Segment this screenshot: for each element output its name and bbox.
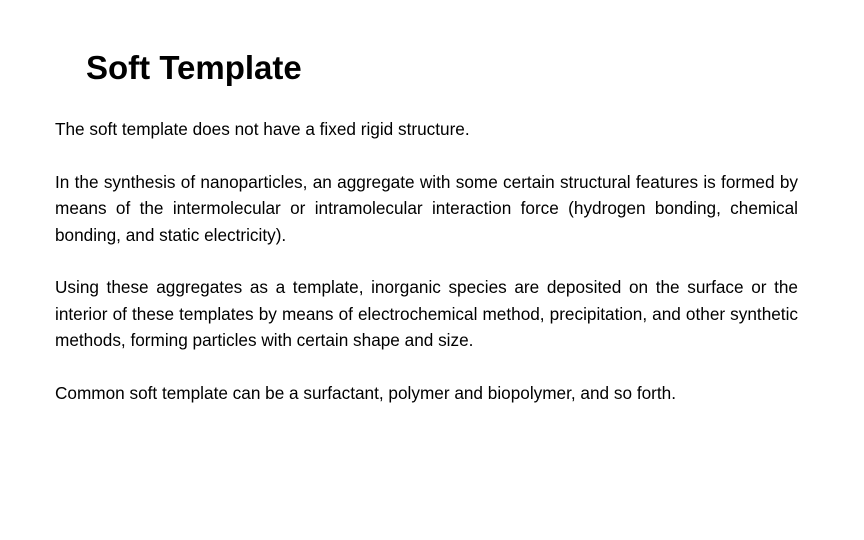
paragraph-examples: Common soft template can be a surfactant, polymer and biopolymer, and so forth. [55, 382, 676, 403]
paragraph-deposition: Using these aggregates as a template, inorganic species are deposited on the surface or the interior of these templates by means of electrochemical method, precipitation, and other synthetic methods, forming particles with certain shape and size. [55, 277, 798, 350]
slide-title: Soft Template [86, 49, 302, 86]
paragraph-synthesis: In the synthesis of nanoparticles, an aggregate with some certain structural features is formed by means of the intermolecular or intramolecular interaction force (hydrogen bonding, chemical bonding, and static electricity). [55, 171, 798, 245]
slide-body [55, 116, 798, 406]
paragraph-definition: The soft template does not have a fixed rigid structure. [55, 119, 470, 139]
